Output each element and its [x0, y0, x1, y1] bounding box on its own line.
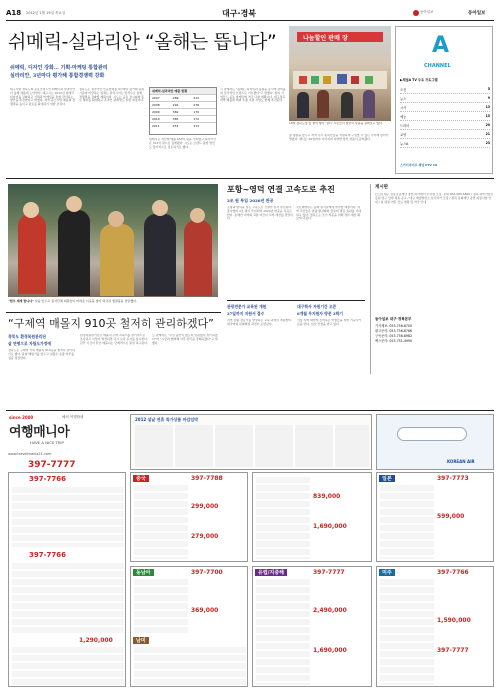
channel-item-number: 5	[487, 86, 490, 91]
sales-table-row	[150, 101, 216, 108]
channel-item-number: 9	[487, 95, 490, 100]
sales-table-cell: 2011	[152, 124, 160, 128]
ad-left-phone-1[interactable]: 397-7766	[29, 475, 66, 483]
ad-left-column	[8, 472, 126, 687]
channel-item-label: 뉴스	[400, 96, 407, 101]
brand-name: 동아일보	[468, 11, 486, 16]
channel-list-item	[400, 112, 490, 121]
channel-item-label: 교양	[400, 132, 407, 137]
airline-box	[376, 414, 494, 470]
airplane-icon	[397, 427, 467, 441]
channel-list-item	[400, 121, 490, 130]
fmd-body-3: 도 관계자는 “주민 불안이 없도록 빈틈없이 관리하겠다”며 “시군과 협력해 사후 관리를 강화하겠다”고 말했다.	[152, 334, 218, 345]
sales-table-cell: 179	[193, 110, 200, 114]
market-photo	[289, 26, 391, 121]
promo-title: 2012 설날 연휴 특가상품 마감임박	[135, 417, 199, 422]
contact-line: 구독문의: 053-756-8982	[375, 334, 412, 338]
sales-table-cell: 2009	[152, 110, 160, 114]
market-sign: 나눔할인 판매 장	[303, 35, 348, 42]
sales-table-cell: 172	[193, 117, 200, 121]
photo-story-body: 설 명절을 앞두고 지역 우수 농특산물을 저렴하게 구입할 수 있는 직거래 장터가 열렸다. 행사는 20일까지 이어지며 다양한 할인 상품이 준비됐다.	[289, 134, 389, 141]
highway-body-2: 국토해양부는 올해 실시설계에 착수할 예정이다. 지역 주민들은 관광 활성화와 물류비 절감 효과를 기대하고 있다. 경북도는 조기 착공을 위해 정부 예산 확보에 나섰다.	[296, 206, 362, 221]
sales-table-row	[150, 115, 216, 122]
contact-title: 동아일보 대구·경북본부	[375, 317, 412, 321]
main-subhead-2: 실라리안, 3년마다 평가해 통합경쟁력 강화	[10, 73, 105, 79]
region-china-phone[interactable]: 397-7788	[191, 475, 223, 482]
region-europe-phone[interactable]: 397-7777	[313, 569, 345, 576]
header-rule	[6, 20, 494, 21]
sales-table-cell: 2008	[152, 103, 160, 107]
ad-left-phone-2[interactable]: 397-7766	[29, 551, 66, 559]
market-caption: 18일 경북도청 앞 참여 행사 ‘장터’ 시민들이 설맞이 상품을 살펴보고 있다.	[289, 122, 383, 125]
sales-table-cell: 294	[172, 103, 179, 107]
channel-item-label: 뉴스A	[400, 141, 409, 146]
channel-item-number: 21	[485, 131, 490, 136]
channel-item-label: 예능	[400, 114, 407, 119]
ad-region-japan	[376, 472, 494, 562]
price-america-1: 1,590,000	[437, 617, 471, 624]
channel-item-label: 드라마	[400, 123, 410, 128]
region-europe-label: 유럽/지중해	[255, 569, 287, 576]
channel-letter: A	[432, 33, 450, 58]
channel-list-item	[400, 94, 490, 103]
sales-table-cell: 385	[172, 117, 179, 121]
channel-list-item	[400, 130, 490, 139]
volunteer-caption: “현우 세계 합니다” 설을 앞두고 봉사단체 회원들이 어려운 이웃을 찾아 떡국과 생필품을 전달했다.	[8, 299, 138, 303]
story3-body: 지역 관광 전문가를 양성하는 교육 과정이 개원한다. 외국어와 문화해설 과정이 포함된다.	[227, 319, 293, 326]
story4-subhead-1: 대구학사 자원기간 오픈	[297, 304, 337, 309]
price-europe-1: 2,490,000	[313, 607, 347, 614]
ad-region-europe	[252, 566, 372, 687]
volunteer-photo	[8, 184, 218, 297]
contact-line: 광고문의: 053-756-8766	[375, 329, 412, 333]
sales-table-cell: 2010	[152, 117, 160, 121]
channel-item-number: 23	[485, 140, 490, 145]
price-china-2: 279,000	[191, 533, 219, 540]
channel-subtitle: ▶채널A TV 주요 프로그램	[400, 78, 438, 82]
region-america-label: 미주	[379, 569, 395, 576]
channel-item-number: 15	[485, 113, 490, 118]
fmd-headline: “구제역 매몰지 910곳 철저히 관리하겠다”	[8, 317, 214, 330]
center-price-2: 1,690,000	[313, 523, 347, 530]
channel-list-item	[400, 103, 490, 112]
contact-line: 팩스문의: 053-751-4990	[375, 339, 412, 343]
region-japan-label: 일본	[379, 475, 395, 482]
ad-right-phone-1[interactable]: 397-7777	[437, 647, 469, 654]
sales-table-cell: 369	[172, 110, 179, 114]
channel-footer: 스카이라이프 채널 PTV 18	[400, 163, 438, 167]
promo-banner	[130, 414, 372, 470]
channel-list-item	[400, 139, 490, 148]
price-japan-1: 599,000	[437, 513, 465, 520]
fmd-subhead-1: 경북도 환경복원관리단	[8, 334, 46, 339]
sales-table-title: 쉬메릭·실라리안 매출 현황	[150, 88, 216, 94]
ad-region-america	[376, 566, 494, 687]
ad-center-block	[252, 472, 372, 562]
sales-table-cell: 453	[172, 124, 179, 128]
notice-body: (모집) 대구 신용보증재단 창업 아카데미 수강생 모집. 문의 053-560-6300 / 경북 과학기술진흥원 연구 인력 채용 공고 / 대구 예술발전소 입주작가 모집 / 경북 문화재단 공연 지원사업 안내 / 설 명절 연휴 진료 병원 및 약국 안내	[375, 193, 494, 204]
channel-list-item	[400, 85, 490, 94]
sales-table-cell: 278	[193, 103, 200, 107]
page-number: A18	[6, 9, 22, 17]
main-headline: 쉬메릭-실라리안 “올해는 뜹니다”	[8, 31, 277, 53]
brand-logo-icon	[413, 10, 419, 16]
fmd-body-1: 경북도는 구제역 가축 매몰지 910곳을 철저히 관리하기로 했다. 봄철 해빙기를 앞두고 침출수 유출 여부를 집중 점검한다.	[8, 349, 75, 360]
main-body-col3: 쉬메릭은 지난해 매출 453억 원을 기록했고 실라리안은 313억 원으로 집계됐다. 시도는 브랜드 통합 방안도 장기적으로 검토하기로 했다.	[149, 138, 216, 149]
travel-url: www.travelmania21.com	[8, 452, 52, 456]
region-sea-phone[interactable]: 397-7700	[191, 569, 223, 576]
highway-subhead: 2조 원 투입 2020년 완공	[227, 198, 274, 203]
contact-line: 기사제보: 053-756-8700	[375, 324, 412, 328]
notice-sidebar	[370, 184, 494, 374]
airline-name: KOREAN AIR	[447, 459, 475, 464]
channel-item-label: 오전	[400, 87, 407, 92]
notice-title: 게시판	[375, 185, 389, 190]
region-sa-label: 남미	[133, 637, 149, 644]
travel-brand: 여행매니아	[9, 425, 70, 440]
channel-title: CHANNEL	[424, 63, 451, 69]
highway-body-1: 포항과 영덕을 잇는 고속도로 건설이 본격 추진된다. 총사업비 2조 원이 투입되며 2020년 완공을 목표로 한다. 동해안 지역의 교통 여건이 크게 개선될 전망이다.	[227, 206, 293, 221]
ad-left-price-1: 1,290,000	[79, 637, 113, 644]
channel-box	[395, 26, 493, 174]
region-sea-label: 동남아	[133, 569, 154, 576]
sales-table-cell: 2007	[152, 96, 160, 100]
sales-table-row	[150, 122, 216, 129]
travel-tagline: HAVE A NICE TRIP	[30, 440, 64, 445]
sales-table-row	[150, 108, 216, 115]
main-body-col2: 경북도는 실라리안 인증업체를 3년마다 평가해 품질 기준에 미달하는 업체는 탈락시키는 방식으로 통합경쟁력을 강화할 계획이다. 시도는 공동 전시회와 홍보 행사를 확대하고 온라인 판매망도 늘릴 예정이다.	[79, 88, 145, 103]
price-europe-2: 1,690,000	[313, 647, 347, 654]
sales-table-cell: 313	[193, 124, 200, 128]
sales-table	[149, 87, 217, 135]
issue-date: 2012년 1월 19일 목요일	[26, 11, 66, 15]
center-price-1: 839,000	[313, 493, 341, 500]
fmd-body-2: 환경복원관리단은 매몰지 주변 지하수를 정기적으로 조사하고 이상이 발견되면 즉시 보강 공사를 실시한다. 관리 기간이 끝난 매몰지는 단계적으로 원상 복구된다.	[80, 334, 148, 345]
ad-region-sea	[130, 566, 248, 687]
story3-subhead-1: 관광전문가 교육된 개원	[227, 304, 267, 309]
story3-subhead-2: 27일까지 지원서 접수	[227, 311, 265, 316]
region-japan-phone[interactable]: 397-7773	[437, 475, 469, 482]
section-name: 대구·경북	[222, 9, 256, 18]
highway-headline: 포항∼영덕 연결 고속도로 추진	[227, 185, 335, 194]
sales-table-cell: 212	[193, 96, 200, 100]
channel-item-number: 20	[485, 122, 490, 127]
channel-item-label: 시사	[400, 105, 407, 110]
fmd-subhead-2: 살 연평으로 자립도가정에	[8, 341, 51, 346]
sales-table-cell: 289	[172, 96, 179, 100]
sales-table-row	[150, 94, 216, 101]
story4-body: 서울 지역 대학에 진학하는 학생들을 위한 기숙사가 문을 연다. 입사 신청을 받고 있다.	[297, 319, 362, 326]
price-china-1: 299,000	[191, 503, 219, 510]
travel-brand-small: 해외 여행할때	[62, 415, 84, 419]
travel-phone[interactable]: 397-7777	[28, 460, 76, 470]
region-china-label: 중국	[133, 475, 149, 482]
travel-since: since 2000	[9, 415, 34, 420]
main-subhead-1: 쉬메릭, 디자인 강화… 기획·마케팅 통합관리	[10, 65, 108, 71]
ad-region-china	[130, 472, 248, 562]
price-sea-1: 369,000	[191, 607, 219, 614]
story4-subhead-2: 6개월 무지원자 방문 2학기	[297, 311, 343, 316]
channel-item-number: 13	[485, 104, 490, 109]
main-body-col4: 시 관계자는 “올해는 디자인과 품질을 동시에 끌어올려 전국적인 브랜드로 키우겠다”고 말했다. 참여 기업들도 공동 마케팅에 적극 나설 계획이다. 대구경북 지역 제품의 해외 수출 지원 사업도 함께 추진된다.	[220, 88, 286, 103]
travel-brand-ad	[8, 414, 126, 452]
main-body-col1: 대구시와 경북도의 공동브랜드인 쉬메릭과 실라리안이 올해 새롭게 도약한다. 대구시는 2012년 쉬메릭 디자인을 강화하고 기획과 마케팅을 통합 관리하는 방안을 추진한다고 밝혔다. 지역 중소기업 제품의 경쟁력을 높이고 판로를 확대하기 위한 조치다.	[10, 88, 76, 107]
region-america-phone[interactable]: 397-7766	[437, 569, 469, 576]
